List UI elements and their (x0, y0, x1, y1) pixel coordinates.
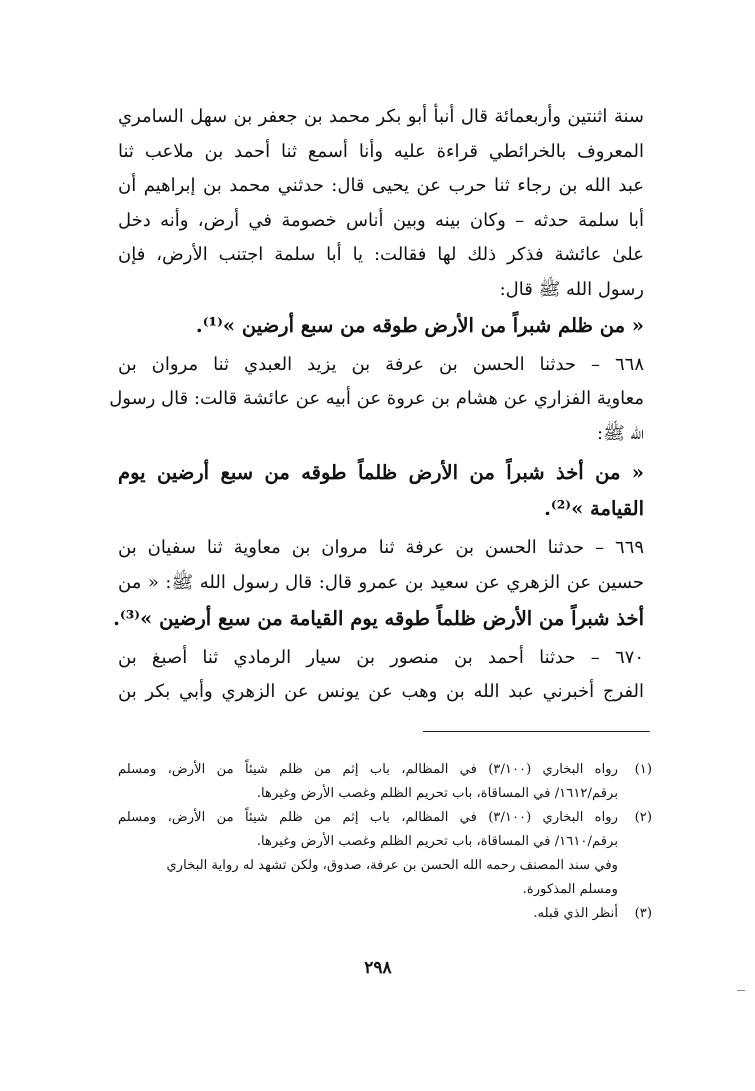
footnote-text: رواه البخاري (٣/١٠٠) في المظالم، باب إثم من ظلم شيئاً من الأرض، ومسلم (118, 762, 618, 777)
text-line: أبا سلمة حدثه – وكان بينه وبين أناس خصومة في أرض، وأنه دخل (118, 209, 644, 231)
footnote-1-cont: برقم/١٦١٢/ في المساقاة، باب تحريم الظلم وغصب الأرض وغيرها. (256, 786, 618, 801)
hadith-text: « من أخذ شبراً من الأرض ظلماً طوقه من سبع أرضين يوم (118, 461, 644, 485)
scan-edge-mark (737, 990, 745, 991)
text-line: علىٰ عائشة فذكر ذلك لها فقالت: يا أبا سلمة اجتنب الأرض، فإن (118, 244, 644, 266)
text-line: الله ﷺ: (597, 422, 644, 444)
footnote-2 (118, 806, 652, 830)
footnote-number: (٣) (634, 906, 652, 921)
text-line: حسين عن الزهري عن سعيد بن عمرو قال: قال رسول الله ﷺ: « من (118, 571, 644, 593)
hadith-text: أخذ شبراً من الأرض ظلماً طوقه يوم القيامة من سبع أرضين »⁽³⁾. (113, 606, 644, 630)
footnote-2-cont: برقم/١٦١٠/ في المساقاة، باب تحريم الظلم وغصب الأرض وغيرها. (256, 834, 618, 849)
hadith-text: القيامة »⁽²⁾. (544, 497, 644, 521)
footnote-separator (423, 731, 650, 732)
text-line: المعروف بالخرائطي قراءة عليه وأنا أسمع ثنا أحمد بن ملاعب ثنا (118, 140, 644, 162)
text-line: عبد الله بن رجاء ثنا حرب عن يحيى قال: حدثني محمد بن إبراهيم أن (118, 175, 644, 197)
footnote-number: (٢) (634, 810, 652, 825)
footnote-1 (118, 758, 652, 782)
main-text (109, 100, 644, 710)
page-number: ٢٩٨ (364, 958, 392, 978)
footnote-2-cont: وفي سند المصنف رحمه الله الحسن بن عرفة، صدوق، ولكن تشهد له رواية البخاري (166, 858, 618, 873)
footnote-number: (١) (634, 762, 652, 777)
footnote-2-cont: ومسلم المذكورة. (522, 882, 618, 897)
text-line: رسول الله ﷺ قال: (499, 278, 644, 300)
hadith-text: « من ظلم شبراً من الأرض طوقه من سبع أرضين »⁽¹⁾. (195, 313, 644, 337)
text-line: الفرج أخبرني عبد الله بن وهب عن يونس عن الزهري وأبي بكر بن (118, 681, 644, 703)
footnote-3 (118, 902, 652, 926)
text-line: سنة اثنتين وأربعمائة قال أنبأ أبو بكر محمد بن جعفر بن سهل السامري (118, 106, 644, 127)
hadith-670-heading: ٦٧٠ – حدثنا أحمد بن منصور بن سيار الرمادي ثنا أصبغ بن (118, 646, 644, 668)
footnote-text: أنظر الذي قبله. (533, 906, 618, 921)
footnotes (118, 758, 652, 926)
hadith-669-heading: ٦٦٩ – حدثنا الحسن بن عرفة ثنا مروان بن معاوية ثنا سفيان بن (118, 537, 644, 559)
text-line: معاوية الفزاري عن هشام بن عروة عن أبيه عن عائشة قالت: قال رسول (109, 388, 644, 410)
hadith-668-heading: ٦٦٨ – حدثنا الحسن بن عرفة بن يزيد العبدي ثنا مروان بن (118, 353, 644, 375)
footnote-text: رواه البخاري (٣/١٠٠) في المظالم، باب إثم من ظلم شيئاً من الأرض، ومسلم (118, 810, 618, 825)
